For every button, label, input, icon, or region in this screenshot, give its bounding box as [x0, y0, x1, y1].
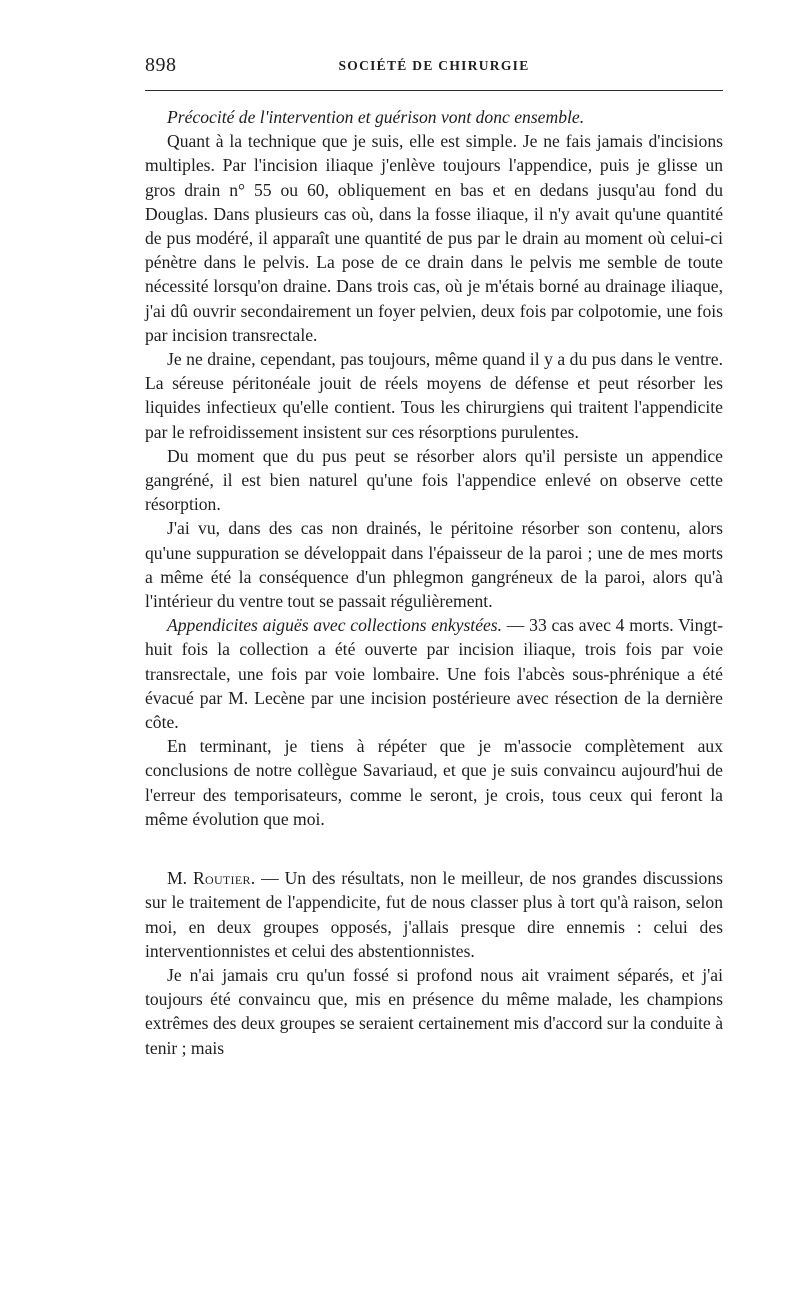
page-number: 898 [145, 54, 177, 76]
body-text [145, 105, 723, 1060]
speaker-paragraph-text: . — Un des résultats, non le meilleur, de nos grandes discussions sur le traitement de l'appendicite, fut de nous classer plus à tort qu'à raison, selon moi, en deux groupes opposés, j'allais presque dire ennemis : celui des interventionnistes et celui des abstentionnistes. [145, 868, 723, 961]
paragraph-6-italic: Appendicites aiguës avec collections enkystées. [167, 615, 503, 636]
paragraph-7: En terminant, je tiens à répéter que je m'associe complètement aux conclusions de notre collègue Savariaud, et que je suis convaincu aujourd'hui de l'erreur des temporisateurs, comme le seront, je crois, tous ceux qui feront la même évolution que moi. [145, 736, 723, 829]
document-page [145, 48, 723, 1060]
paragraph-6 [145, 613, 723, 734]
paragraph-6-text: — 33 cas avec 4 morts. Vingt-huit fois la collection a été ouverte par incision iliaque, trois fois par voie transrectale, une fois par voie lombaire. Une fois l'abcès sous-phrénique a été évacué par M. Lecène par une incision postérieure avec résection de la dernière côte. [145, 615, 723, 733]
speaker-paragraph [145, 866, 723, 963]
paragraph-1-italic: Précocité de l'intervention et guérison vont donc ensemble. [167, 107, 585, 127]
paragraph-1 [145, 105, 723, 129]
speaker-prefix: M. [167, 868, 193, 889]
paragraph-5: J'ai vu, dans des cas non drainés, le péritoine résorber son contenu, alors qu'une suppuration se développait dans l'épaisseur de la paroi ; une de mes morts a même été la conséquence d'un phlegmon gangréneux de la paroi, alors qu'à l'intérieur du ventre tout se passait régulièrement. [145, 518, 723, 612]
header-rule [145, 90, 723, 91]
paragraph-9: Je n'ai jamais cru qu'un fossé si profond nous ait vraiment séparés, et j'ai toujours été convaincu que, mis en présence du même malade, les champions extrêmes des deux groupes se seraient certainement mis d'accord sur la conduite à tenir ; mais [145, 964, 723, 1058]
page-header [145, 48, 723, 82]
speaker-name: Routier [192, 868, 251, 889]
running-head: SOCIÉTÉ DE CHIRURGIE [338, 58, 530, 73]
section-break [145, 831, 723, 866]
paragraph-2: Quant à la technique que je suis, elle est simple. Je ne fais jamais d'incisions multiples. Par l'incision iliaque j'enlève toujours l'appendice, puis je glisse un gros drain n° 55 ou 60, obliquement en bas et en dedans jusqu'au fond du Douglas. Dans plusieurs cas où, dans la fosse iliaque, il n'y avait qu'une quantité de pus modéré, il apparaît une quantité de pus par le drain au moment où celui-ci pénètre dans le pelvis. La pose de ce drain dans le pelvis me semble de toute nécessité lorsqu'on draine. Dans trois cas, où je m'étais borné au drainage iliaque, j'ai dû ouvrir secondairement un foyer pelvien, deux fois par colpotomie, une fois par incision transrectale. [145, 131, 723, 345]
paragraph-3: Je ne draine, cependant, pas toujours, même quand il y a du pus dans le ventre. La séreuse péritonéale jouit de réels moyens de défense et peut résorber les liquides infectieux qu'elle contient. Tous les chirurgiens qui traitent l'appendicite par le refroidissement insistent sur ces résorptions purulentes. [145, 349, 723, 442]
paragraph-4: Du moment que du pus peut se résorber alors qu'il persiste un appendice gangréné, il est bien naturel qu'une fois l'appendice enlevé on observe cette résorption. [145, 445, 723, 515]
